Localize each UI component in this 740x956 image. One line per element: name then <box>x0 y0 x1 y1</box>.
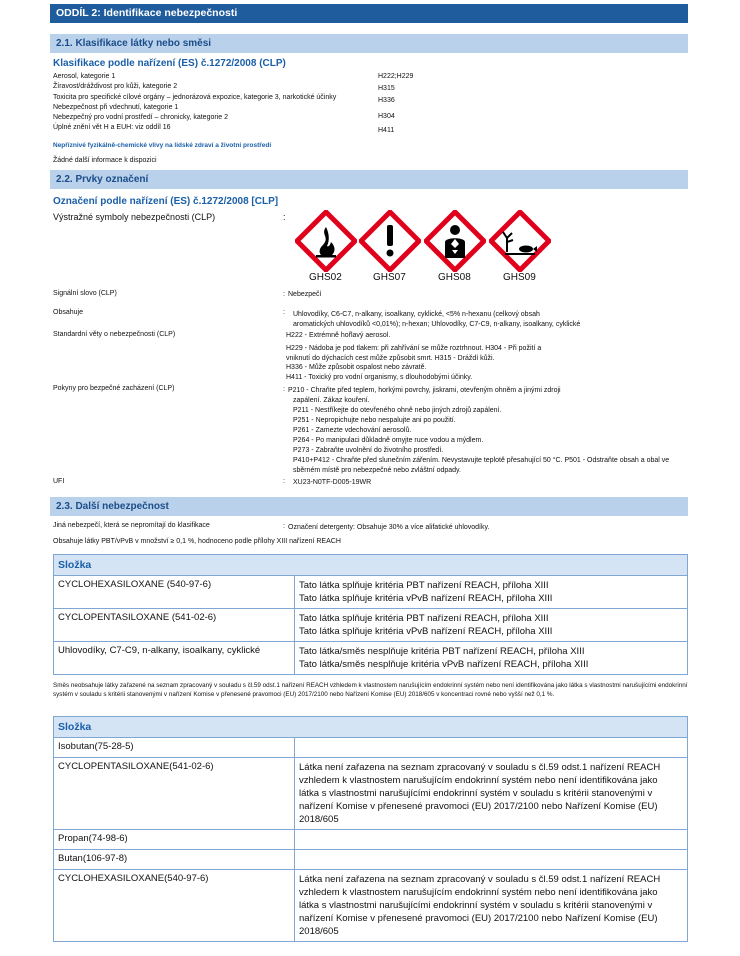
component-name: CYCLOPENTASILOXANE (541-02-6) <box>54 609 295 642</box>
class-code: H315 <box>378 85 395 92</box>
ufi-label: UFI <box>53 478 65 485</box>
no-info-text: Žádné další informace k dispozici <box>53 157 157 164</box>
signal-word-value: Nebezpečí <box>288 291 322 298</box>
ghs02-flame-icon <box>295 210 357 272</box>
contains-colon: : <box>283 309 285 316</box>
table-row <box>54 758 688 830</box>
ufi-colon: : <box>283 478 285 485</box>
signal-word-label: Signální slovo (CLP) <box>53 290 117 297</box>
subsection-2-1-bar: 2.1. Klasifikace látky nebo směsi <box>50 34 688 53</box>
assessment-line: 2018/605 <box>299 926 339 937</box>
criteria-line: Tato látka splňuje kritéria PBT nařízení REACH, příloha XIII <box>299 613 549 624</box>
contains-label: Obsahuje <box>53 309 83 316</box>
component-name: Isobutan(75-28-5) <box>54 738 295 758</box>
ghs-code-label: GHS07 <box>373 272 406 283</box>
precautionary-colon: : <box>283 386 285 393</box>
class-label: Žíravost/dráždivost pro kůži, kategorie 2 <box>53 83 178 90</box>
assessment-line: vzhledem k vlastnostem narušujícím endokrinní systém nebo není identifikována jako <box>299 775 658 786</box>
class-code: H336 <box>378 97 395 104</box>
table-row <box>54 642 688 675</box>
contains-line: Uhlovodíky, C6-C7, n-alkany, isoalkany, cyklické, <5% n-hexanu (celkový obsah <box>293 311 540 318</box>
class-code: H304 <box>378 113 395 120</box>
table-row <box>54 870 688 942</box>
precaution-line: P210 - Chraňte před teplem, horkými povrchy, jiskrami, otevřeným ohněm a jinými zdroji <box>288 387 561 394</box>
contains-line: aromatických uhlovodíků <0,01%); n-hexan; Uhlovodíky, C7-C9, n-alkany, isoalkany, cyklické <box>293 321 581 328</box>
component-name: CYCLOHEXASILOXANE (540-97-6) <box>54 576 295 609</box>
hazard-line: H336 - Může způsobit ospalost nebo závratě. <box>286 364 427 371</box>
class-code: H222;H229 <box>378 73 414 80</box>
criteria-line: Tato látka/směs nesplňuje kritéria vPvB nařízení REACH, příloha XIII <box>299 659 589 670</box>
table-row <box>54 576 688 609</box>
precaution-line: P211 - Nestříkejte do otevřeného ohně nebo jiných zdrojů zapálení. <box>293 407 502 414</box>
table-row <box>54 609 688 642</box>
table-header: Složka <box>54 717 688 738</box>
pbt-table <box>53 554 688 675</box>
table-row <box>54 830 688 850</box>
class-label: Nebezpečný pro vodní prostředí – chronicky, kategorie 2 <box>53 114 228 121</box>
component-name: CYCLOHEXASILOXANE(540-97-6) <box>54 870 295 942</box>
assessment-line: Látka není zařazena na seznam zpracovaný v souladu s čl.59 odst.1 nařízení REACH <box>299 874 661 885</box>
component-name: Uhlovodíky, C7-C9, n-alkany, isoalkany, cyklické <box>54 642 295 675</box>
hazard-line: H229 - Nádoba je pod tlakem: při zahřívání se může roztrhnout. H304 - Při požití a <box>286 345 542 352</box>
hazard-line: vniknutí do dýchacích cest může způsobit smrt. H315 - Dráždí kůži. <box>286 354 495 362</box>
class-label: Toxicita pro specifické cílové orgány – jednorázová expozice, kategorie 3, narkotické účinky <box>53 94 337 101</box>
class-code: H411 <box>378 127 395 134</box>
clp-classification-title: Klasifikace podle nařízení (ES) č.1272/2008 (CLP) <box>53 58 286 69</box>
component-name: Butan(106-97-8) <box>54 850 295 870</box>
assessment-line: 2018/605 <box>299 814 339 825</box>
hazard-line: H411 - Toxický pro vodní organismy, s dlouhodobými účinky. <box>286 373 473 381</box>
precaution-line: P410+P412 - Chraňte před slunečním zářením. Nevystavujte teplotě přesahující 50 °C. P501 - Odstraňte obsah a obal ve <box>293 457 670 464</box>
table-header: Složka <box>54 555 688 576</box>
criteria-line: Tato látka splňuje kritéria PBT nařízení REACH, příloha XIII <box>299 580 549 591</box>
symbols-label: Výstražné symboly nebezpečnosti (CLP) <box>53 212 216 222</box>
assessment-line: nařízení Komise v přenesené pravomoci (EU) 2017/2100 nebo Nařízení Komise (EU) <box>299 913 658 924</box>
class-label: Úplné znění vět H a EUH: viz oddíl 16 <box>53 124 171 131</box>
hazard-statements-label: Standardní věty o nebezpečnosti (CLP) <box>53 331 176 338</box>
criteria-line: Tato látka splňuje kritéria vPvB nařízení REACH, příloha XIII <box>299 626 553 637</box>
table-row <box>54 850 688 870</box>
precautionary-label: Pokyny pro bezpečné zacházení (CLP) <box>53 385 175 392</box>
component-name: CYCLOPENTASILOXANE(541-02-6) <box>54 758 295 830</box>
precaution-line: sběrném místě pro nebezpečné nebo zvláštní odpady. <box>293 467 461 474</box>
assessment-line: vzhledem k vlastnostem narušujícím endokrinní systém nebo není identifikována jako <box>299 887 658 898</box>
physchem-title: Nepříznivé fyzikálně-chemické vlivy na lidské zdraví a životní prostředí <box>53 142 272 149</box>
precaution-line: P273 - Zabraňte uvolnění do životního prostředí. <box>293 447 444 454</box>
subsection-2-3-bar: 2.3. Další nebezpečnost <box>50 497 688 516</box>
assessment-line: látka s vlastnostmi narušujícími endokrinní systém v souladu s kritérii stanovenými v <box>299 900 653 911</box>
other-hazards-value: Označení detergenty: Obsahuje 30% a více alifatické uhlovodíky. <box>288 524 490 531</box>
endocrine-note: Směs neobsahuje látky zařazené na seznam zpracovaný v souladu s čl.59 odst.1 nařízení REACH vzhledem k vlastnostem narušujícím endokrinní systém nebo není identifikována jako látka s vlastnostmi narušujícími endokrinní systém v souladu s kritérii stanovenými v nařízení Komise v přenesené pravomoci (EU) 2017/2100 nebo Nařízení Komise (EU) 2018/605 v koncentraci rovné nebo vyšší než 0,1 %. <box>53 682 688 698</box>
ghs-code-label: GHS02 <box>309 272 342 283</box>
other-hazards-colon: : <box>283 523 285 530</box>
ufi-value: XU23-N0TF-D005-19WR <box>293 479 372 486</box>
table-row <box>54 738 688 758</box>
precaution-line: P264 - Po manipulaci důkladně omyjte ruce vodou a mýdlem. <box>293 437 484 444</box>
criteria-line: Tato látka splňuje kritéria vPvB nařízení REACH, příloha XIII <box>299 593 553 604</box>
ghs-code-label: GHS09 <box>503 272 536 283</box>
assessment-line: Látka není zařazena na seznam zpracovaný v souladu s čl.59 odst.1 nařízení REACH <box>299 762 661 773</box>
ghs08-health-hazard-icon <box>424 210 486 272</box>
assessment-line: nařízení Komise v přenesené pravomoci (EU) 2017/2100 nebo Nařízení Komise (EU) <box>299 801 658 812</box>
ghs09-environment-icon <box>489 210 551 272</box>
ghs07-exclamation-icon <box>359 210 421 272</box>
hazard-line: H222 - Extrémně hořlavý aerosol. <box>286 332 391 339</box>
endocrine-table <box>53 716 688 942</box>
subsection-2-2-bar: 2.2. Prvky označení <box>50 170 688 189</box>
criteria-line: Tato látka/směs nesplňuje kritéria PBT nařízení REACH, příloha XIII <box>299 646 585 657</box>
precaution-line: zapálení. Zákaz kouření. <box>293 397 370 404</box>
other-hazards-label: Jiná nebezpečí, která se nepromítají do klasifikace <box>53 522 210 529</box>
class-label: Nebezpečnost při vdechnutí, kategorie 1 <box>53 104 179 111</box>
symbols-colon: : <box>283 212 286 222</box>
component-name: Propan(74-98-6) <box>54 830 295 850</box>
precaution-line: P251 - Nepropichujte nebo nespalujte ani po použití. <box>293 417 456 424</box>
assessment-line: látka s vlastnostmi narušujícími endokrinní systém v souladu s kritérii stanovenými v <box>299 788 653 799</box>
labelling-title: Označení podle nařízení (ES) č.1272/2008 [CLP] <box>53 196 279 207</box>
ghs-code-label: GHS08 <box>438 272 471 283</box>
class-label: Aerosol, kategorie 1 <box>53 73 116 80</box>
precaution-line: P261 - Zamezte vdechování aerosolů. <box>293 427 412 434</box>
pbt-note: Obsahuje látky PBT/vPvB v množství ≥ 0,1 %, hodnoceno podle přílohy XIII nařízení REACH <box>53 538 341 545</box>
section-header: ODDÍL 2: Identifikace nebezpečnosti <box>50 4 688 23</box>
signal-word-colon: : <box>283 291 285 298</box>
